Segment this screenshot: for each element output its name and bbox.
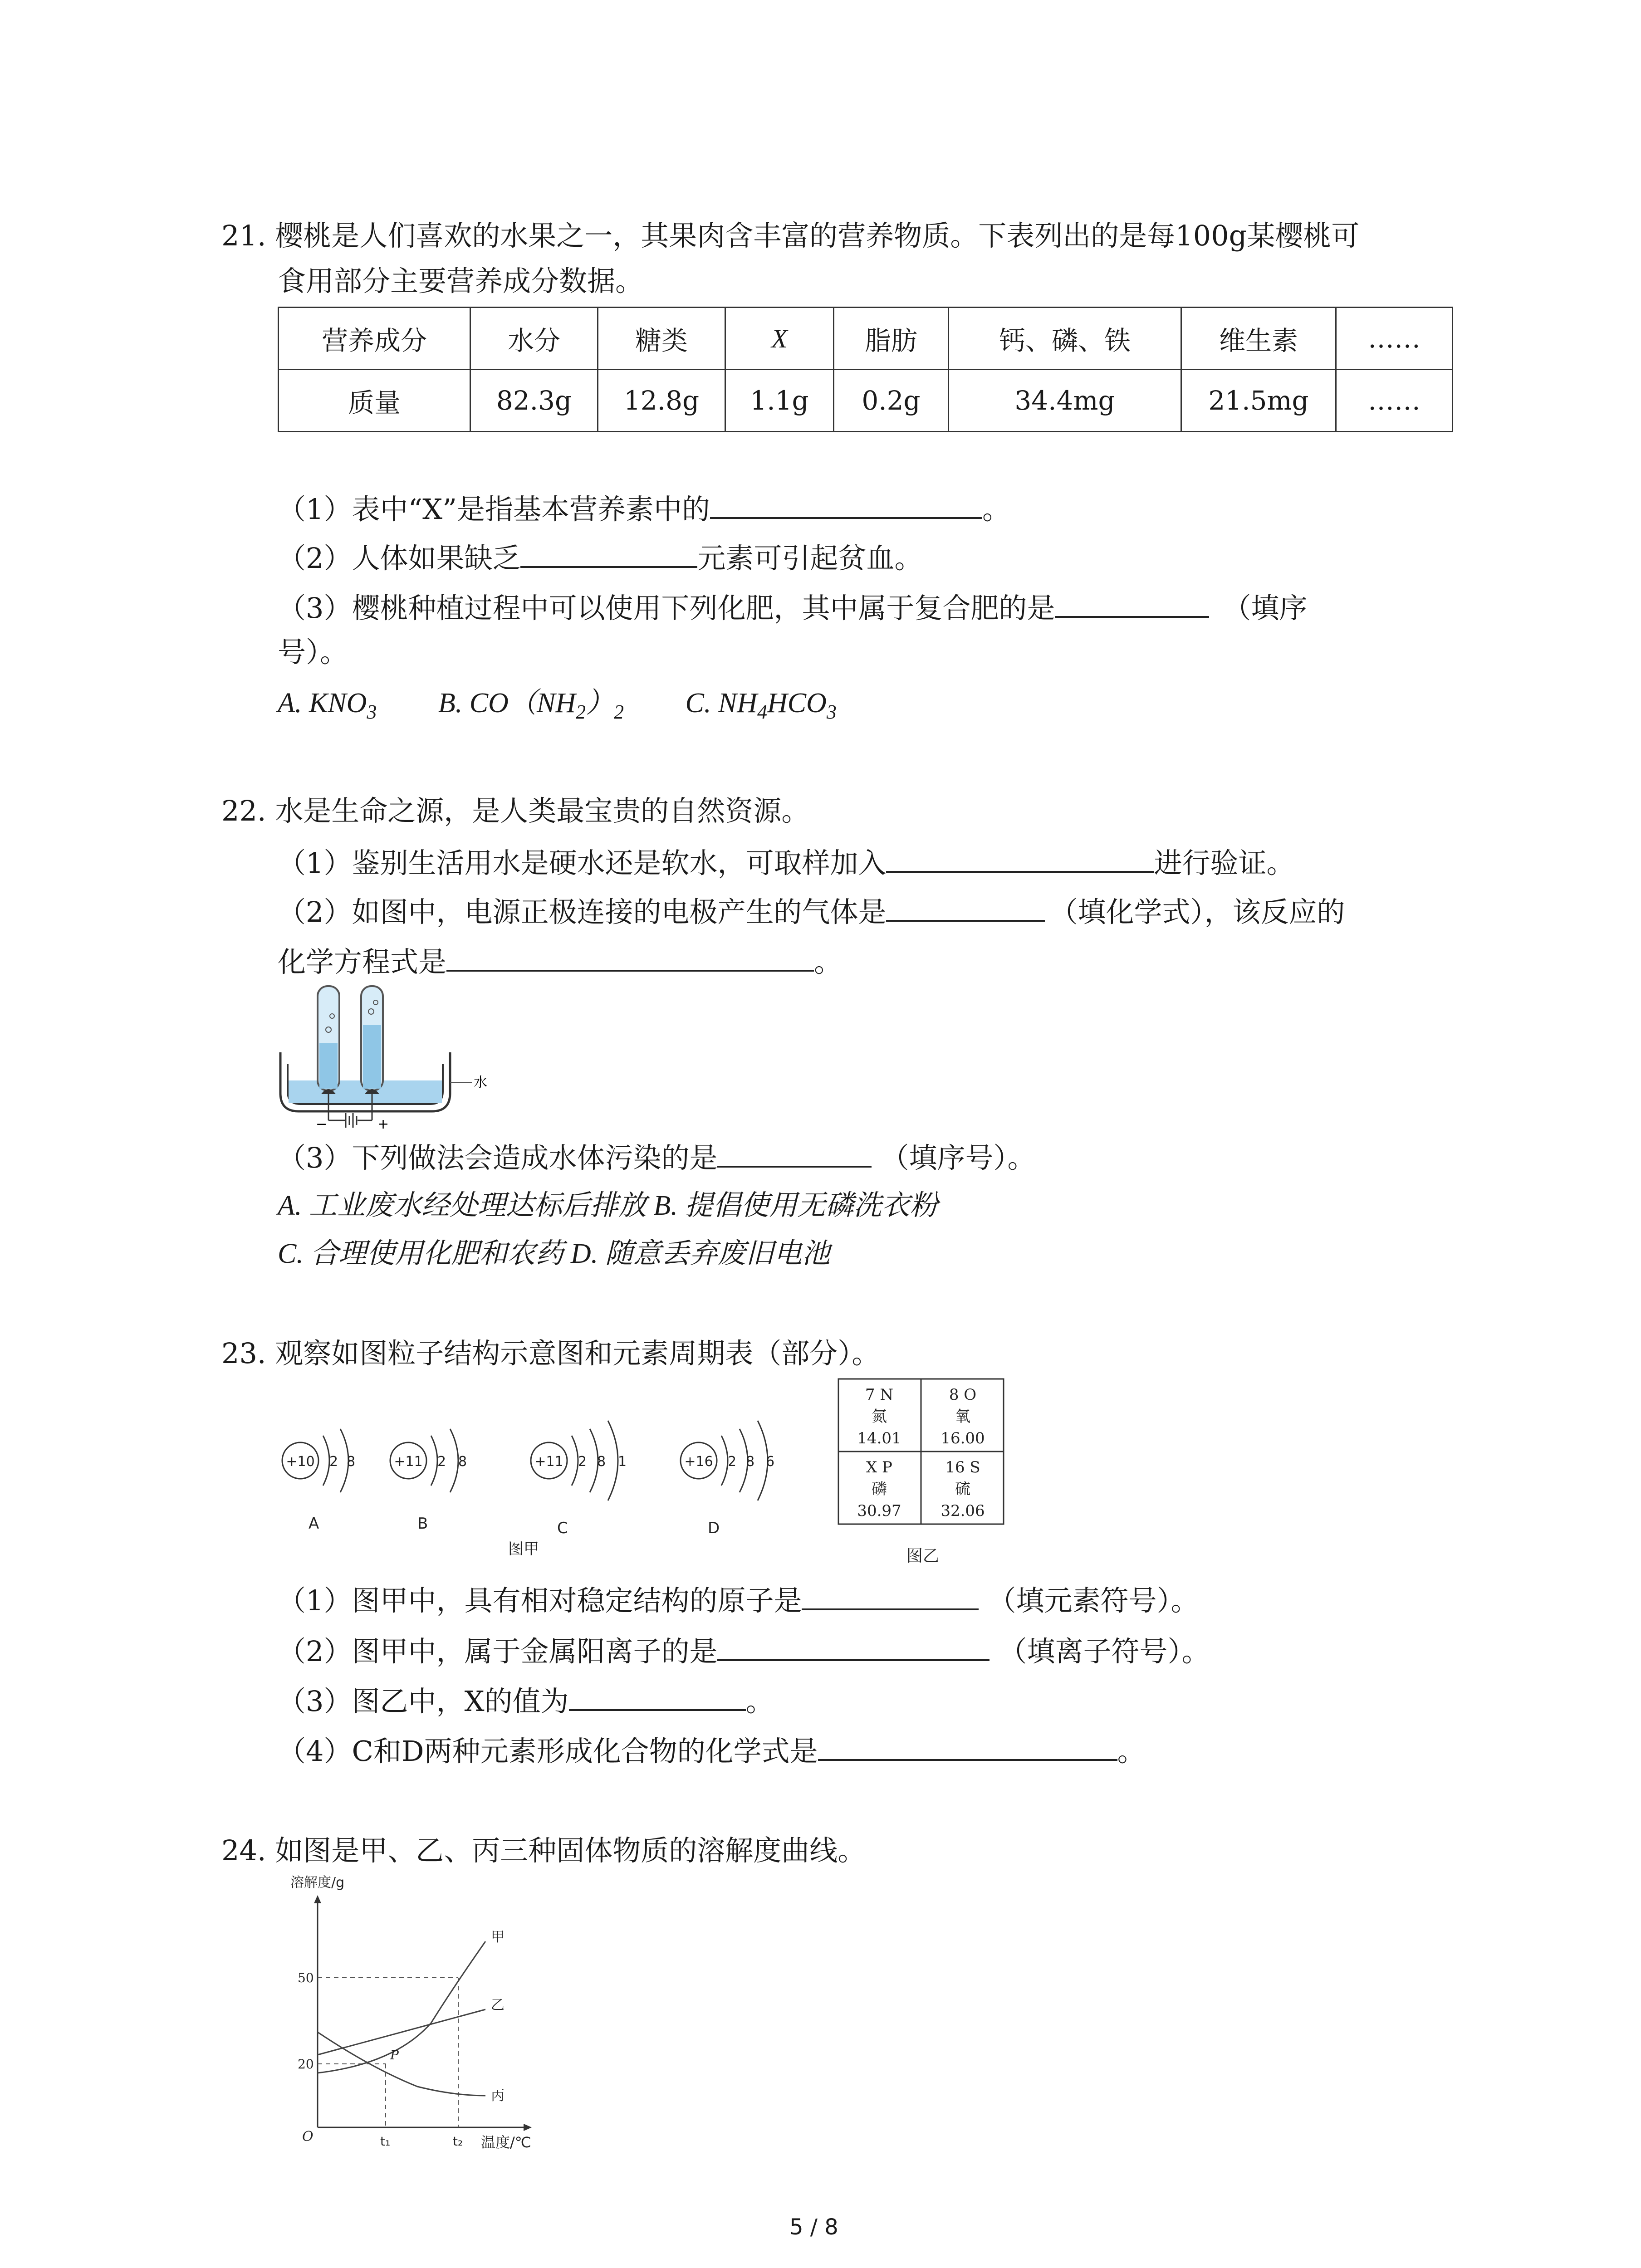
answer-blank[interactable] [569,1681,746,1711]
plus-label: + [377,1116,389,1132]
answer-blank[interactable] [802,1580,979,1610]
q22-part2: （2）如图中，电源正极连接的电极产生的气体是 （填化学式），该反应的 [278,892,1345,930]
curve-jia [318,1941,485,2073]
q22-options-cd: C. 合理使用化肥和农药 D. 随意丢弃废旧电池 [278,1238,830,1269]
q22-part3: （3）下列做法会造成水体污染的是 （填序号）。 [278,1138,1035,1176]
atom-c-label: C [557,1519,568,1537]
answer-blank[interactable] [1055,588,1209,618]
atom-a-label: A [309,1515,319,1533]
svg-text:氮: 氮 [872,1408,887,1426]
table-cell: 质量 [279,370,470,432]
svg-text:14.01: 14.01 [857,1429,901,1447]
answer-blank[interactable] [717,1631,989,1661]
water-label: 水 [474,1075,487,1090]
table-cell: 脂肪 [834,308,949,370]
q22-part1: （1）鉴别生活用水是硬水还是软水，可取样加入 进行验证。 [278,843,1294,881]
figure-jia-caption: 图甲 [508,1540,539,1558]
q21-part3-line2: 号）。 [278,635,348,669]
atom-a-nucleus: +10 [286,1454,315,1470]
table-cell: 维生素 [1181,308,1336,370]
periodic-table-figure [834,1374,1024,1574]
svg-text:8: 8 [458,1454,467,1470]
q21-stem-line2: 食用部分主要营养成分数据。 [278,264,644,298]
curve-bing-label: 丙 [491,2088,505,2104]
minus-label: − [316,1116,328,1132]
answer-blank[interactable] [710,489,982,519]
option-a: A. $KNO_3$ [278,688,377,723]
q21-stem-line1: 21. 樱桃是人们喜欢的水果之一，其果肉含丰富的营养物质。下表列出的是每100g某樱桃可 [221,219,1360,252]
svg-text:2: 2 [728,1454,737,1470]
svg-text:8: 8 [746,1454,755,1470]
svg-text:6: 6 [766,1454,775,1470]
svg-text:8 O: 8 O [949,1386,977,1404]
q21-options [278,685,837,721]
table-row [279,308,1453,370]
q21-part1: （1）表中“X”是指基本营养素中的 。 [278,489,1010,528]
tick-50: 50 [298,1970,314,1985]
svg-text:30.97: 30.97 [857,1502,901,1520]
atom-d-label: D [708,1519,720,1537]
svg-text:1: 1 [618,1454,627,1470]
option-c: C. $NH_4HCO_3$ [685,688,837,723]
svg-text:X P: X P [866,1458,892,1476]
table-cell: X [725,308,834,370]
svg-text:氧: 氧 [955,1408,970,1426]
svg-text:8: 8 [597,1454,606,1470]
table-row [279,370,1453,432]
curve-yi-label: 乙 [491,1997,505,2013]
q23-part1: （1）图甲中，具有相对稳定结构的原子是 （填元素符号）。 [278,1580,1199,1619]
table-cell: 水分 [470,308,598,370]
q23-part3: （3）图乙中，X的值为 。 [278,1681,774,1720]
figure-yi-caption: 图乙 [906,1547,940,1565]
table-cell: 21.5mg [1181,370,1336,432]
table-cell: 钙、磷、铁 [949,308,1181,370]
origin-label: O [302,2129,314,2145]
svg-text:16 S: 16 S [945,1458,980,1476]
solubility-curve-figure [281,1873,608,2155]
table-cell: 0.2g [834,370,949,432]
q22-options-ab: A. 工业废水经处理达标后排放 B. 提倡使用无磷洗衣粉 [278,1190,938,1221]
answer-blank[interactable] [446,942,814,972]
table-cell: …… [1336,370,1453,432]
tick-t1: t₁ [380,2134,391,2149]
table-cell: 34.4mg [949,370,1181,432]
electrolysis-apparatus-figure [272,975,485,1139]
page-number: 5 / 8 [789,2214,838,2240]
table-cell: 12.8g [598,370,725,432]
svg-text:2: 2 [329,1454,338,1470]
q23-stem: 23. 观察如图粒子结构示意图和元素周期表（部分）。 [221,1337,880,1370]
q22-stem: 22. 水是生命之源，是人类最宝贵的自然资源。 [221,794,810,827]
svg-text:硫: 硫 [955,1480,970,1498]
tick-20: 20 [298,2057,314,2072]
table-cell: 82.3g [470,370,598,432]
answer-blank[interactable] [886,843,1154,873]
curve-jia-label: 甲 [491,1929,505,1945]
answer-blank[interactable] [520,538,697,568]
q22-part2-line2: 化学方程式是 。 [278,942,842,980]
table-cell: 1.1g [725,370,834,432]
svg-text:2: 2 [578,1454,587,1470]
svg-text:16.00: 16.00 [941,1429,985,1447]
answer-blank[interactable] [717,1138,872,1168]
q24-stem: 24. 如图是甲、乙、丙三种固体物质的溶解度曲线。 [221,1834,866,1867]
atom-c-nucleus: +11 [534,1454,563,1470]
svg-text:32.06: 32.06 [941,1502,985,1520]
point-p-label: P [390,2048,399,2063]
svg-text:7 N: 7 N [865,1386,894,1404]
svg-text:8: 8 [347,1454,356,1470]
q23-part4: （4）C和D两种元素形成化合物的化学式是 。 [278,1731,1146,1769]
table-cell: 营养成分 [279,308,470,370]
nutrient-table [278,307,1453,432]
y-axis-label: 溶解度/g [290,1875,345,1891]
q21-part3: （3）樱桃种植过程中可以使用下列化肥，其中属于复合肥的是 （填序 [278,588,1307,626]
table-cell: …… [1336,308,1453,370]
svg-text:磷: 磷 [872,1480,887,1498]
q21-part2: （2）人体如果缺乏 元素可引起贫血。 [278,538,922,577]
svg-text:2: 2 [437,1454,446,1470]
q23-part2: （2）图甲中，属于金属阳离子的是 （填离子符号）。 [278,1631,1210,1670]
x-axis-label: 温度/℃ [481,2134,531,2151]
answer-blank[interactable] [818,1731,1117,1761]
tick-t2: t₂ [453,2134,463,2149]
atom-b-label: B [417,1515,428,1533]
atom-b-nucleus: +11 [394,1454,423,1470]
option-b: B. $CO(NH_2)_2$ [438,688,624,723]
table-cell: 糖类 [598,308,725,370]
particle-structure-figure [272,1383,889,1556]
answer-blank[interactable] [886,892,1045,922]
atom-d-nucleus: +16 [684,1454,713,1470]
